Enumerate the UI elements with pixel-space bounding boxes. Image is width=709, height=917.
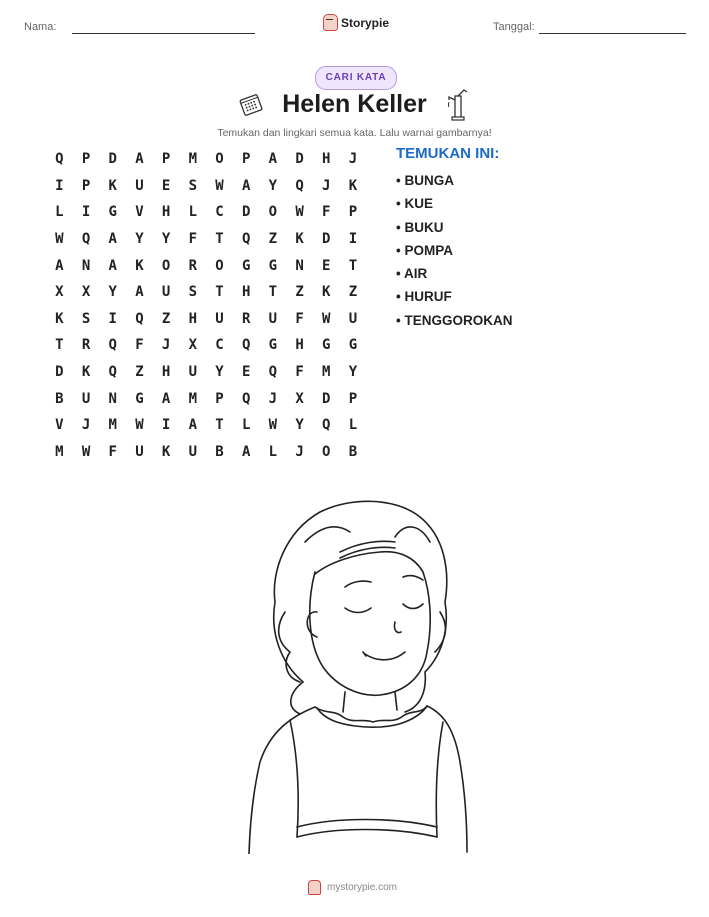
grid-letter[interactable]: C — [215, 337, 224, 354]
grid-letter[interactable]: K — [295, 231, 304, 248]
grid-letter[interactable]: D — [241, 204, 251, 221]
grid-row — [46, 252, 366, 279]
grid-letter[interactable]: Q — [55, 151, 64, 168]
grid-letter[interactable]: U — [188, 443, 197, 460]
grid-row — [46, 146, 366, 173]
grid-letter[interactable]: Q — [241, 231, 251, 248]
grid-letter[interactable]: P — [215, 390, 224, 407]
grid-letter[interactable]: K — [322, 284, 331, 301]
grid-letter[interactable]: J — [322, 177, 331, 194]
grid-letter[interactable]: M — [108, 417, 117, 434]
grid-letter[interactable]: P — [348, 204, 358, 221]
grid-letter[interactable]: O — [215, 151, 224, 168]
grid-letter[interactable]: V — [135, 204, 144, 221]
grid-letter[interactable]: L — [55, 204, 64, 221]
grid-letter[interactable]: G — [322, 337, 331, 354]
helen-keller-illustration — [245, 492, 470, 854]
word-list-item: • BUKU — [396, 219, 444, 235]
grid-letter[interactable]: Q — [241, 337, 251, 354]
grid-letter[interactable]: K — [135, 257, 144, 274]
grid-row — [46, 306, 366, 333]
grid-letter[interactable]: H — [161, 364, 171, 381]
grid-letter[interactable]: Y — [295, 417, 304, 434]
grid-letter[interactable]: H — [188, 310, 197, 327]
grid-letter[interactable]: Q — [135, 310, 144, 327]
grid-letter[interactable]: D — [322, 390, 331, 407]
grid-row — [46, 226, 366, 253]
grid-letter[interactable]: F — [295, 310, 304, 327]
grid-letter[interactable]: A — [135, 284, 144, 301]
word-list-item: • TENGGOROKAN — [396, 312, 513, 328]
grid-letter[interactable]: G — [108, 204, 117, 221]
grid-letter[interactable]: L — [268, 443, 278, 460]
word-search-grid — [46, 146, 366, 465]
word-list-item: • AIR — [396, 266, 428, 282]
grid-letter[interactable]: L — [241, 417, 251, 434]
grid-letter[interactable]: U — [161, 284, 171, 301]
grid-letter[interactable]: A — [268, 151, 278, 168]
grid-letter[interactable]: R — [188, 257, 197, 274]
grid-letter[interactable]: A — [161, 390, 171, 407]
grid-letter[interactable]: T — [55, 337, 64, 354]
grid-letter[interactable]: A — [108, 257, 117, 274]
storypie-footer-icon — [308, 880, 321, 895]
grid-letter[interactable]: J — [161, 337, 171, 354]
grid-letter[interactable]: W — [55, 231, 64, 248]
grid-letter[interactable]: G — [268, 257, 278, 274]
grid-letter[interactable]: Q — [322, 417, 331, 434]
grid-letter[interactable]: M — [188, 151, 197, 168]
grid-letter[interactable]: K — [81, 364, 91, 381]
grid-letter[interactable]: Y — [268, 177, 278, 194]
grid-letter[interactable]: D — [322, 231, 331, 248]
grid-letter[interactable]: G — [348, 337, 358, 354]
grid-letter[interactable]: K — [55, 310, 64, 327]
grid-letter[interactable]: Z — [295, 284, 304, 301]
word-list-item: • HURUF — [396, 289, 452, 305]
grid-letter[interactable]: F — [135, 337, 144, 354]
grid-letter[interactable]: I — [55, 177, 64, 194]
word-list — [396, 169, 512, 332]
grid-letter[interactable]: A — [108, 231, 117, 248]
header-bar — [0, 15, 709, 38]
brand-name: Storypie — [341, 15, 390, 30]
grid-letter[interactable]: T — [268, 284, 278, 301]
grid-letter[interactable]: F — [295, 364, 304, 381]
grid-row — [46, 359, 366, 386]
grid-letter[interactable]: U — [268, 310, 278, 327]
grid-letter[interactable]: C — [215, 204, 224, 221]
grid-letter[interactable]: U — [135, 177, 144, 194]
grid-letter[interactable]: Q — [295, 177, 304, 194]
grid-letter[interactable]: J — [268, 390, 278, 407]
activity-badge: CARI KATA — [315, 66, 397, 90]
grid-letter[interactable]: D — [108, 151, 117, 168]
grid-letter[interactable]: K — [161, 443, 171, 460]
grid-letter[interactable]: H — [322, 151, 331, 168]
grid-letter[interactable]: P — [348, 390, 358, 407]
grid-letter[interactable]: Y — [348, 364, 358, 381]
word-list-item: • POMPA — [396, 242, 453, 258]
grid-row — [46, 279, 366, 306]
grid-letter[interactable]: M — [55, 443, 64, 460]
grid-letter[interactable]: K — [108, 177, 117, 194]
grid-letter[interactable]: F — [322, 204, 331, 221]
word-list-item: • KUE — [396, 196, 433, 212]
grid-row — [46, 439, 366, 466]
grid-letter[interactable]: M — [188, 390, 197, 407]
grid-letter[interactable]: R — [241, 310, 251, 327]
grid-letter[interactable]: A — [188, 417, 197, 434]
grid-letter[interactable]: H — [295, 337, 304, 354]
grid-letter[interactable]: W — [135, 417, 144, 434]
grid-letter[interactable]: Q — [81, 231, 91, 248]
grid-letter[interactable]: Y — [215, 364, 224, 381]
grid-letter[interactable]: S — [81, 310, 91, 327]
date-line — [539, 33, 686, 34]
grid-letter[interactable]: A — [241, 177, 251, 194]
grid-letter[interactable]: Z — [161, 310, 171, 327]
date-label: Tanggal: — [493, 21, 535, 33]
name-line — [72, 33, 255, 34]
grid-letter[interactable]: W — [268, 417, 278, 434]
grid-letter[interactable]: X — [295, 390, 304, 407]
grid-letter[interactable]: I — [81, 204, 91, 221]
grid-letter[interactable]: W — [215, 177, 224, 194]
grid-letter[interactable]: W — [81, 443, 91, 460]
storypie-logo-icon — [323, 14, 338, 31]
footer-url[interactable]: mystorypie.com — [327, 882, 398, 893]
grid-letter[interactable]: L — [348, 417, 358, 434]
grid-letter[interactable]: J — [295, 443, 304, 460]
instructions: Temukan dan lingkari semua kata. Lalu warnai gambarnya! — [217, 127, 492, 139]
grid-letter[interactable]: P — [81, 177, 91, 194]
grid-letter[interactable]: Y — [108, 284, 117, 301]
grid-letter[interactable]: A — [135, 151, 144, 168]
grid-letter[interactable]: O — [161, 257, 171, 274]
grid-letter[interactable]: D — [295, 151, 304, 168]
grid-letter[interactable]: Z — [135, 364, 144, 381]
find-list-title: TEMUKAN INI: — [396, 145, 500, 162]
grid-row — [46, 199, 366, 226]
grid-letter[interactable]: J — [81, 417, 91, 434]
grid-letter[interactable]: F — [108, 443, 117, 460]
grid-letter[interactable]: O — [322, 443, 331, 460]
water-pump-icon — [446, 88, 472, 122]
grid-letter[interactable]: R — [81, 337, 91, 354]
footer — [308, 880, 397, 895]
grid-letter[interactable]: I — [108, 310, 117, 327]
grid-row — [46, 385, 366, 412]
grid-letter[interactable]: N — [108, 390, 117, 407]
grid-letter[interactable]: S — [188, 284, 197, 301]
grid-letter[interactable]: A — [55, 257, 64, 274]
grid-letter[interactable]: Z — [268, 231, 278, 248]
grid-letter[interactable]: E — [322, 257, 331, 274]
page-title: Helen Keller — [282, 90, 427, 118]
grid-letter[interactable]: O — [268, 204, 278, 221]
grid-letter[interactable]: G — [135, 390, 144, 407]
grid-letter[interactable]: V — [55, 417, 64, 434]
grid-letter[interactable]: X — [81, 284, 91, 301]
name-label: Nama: — [24, 21, 57, 33]
grid-letter[interactable]: Q — [241, 390, 251, 407]
grid-letter[interactable]: B — [348, 443, 358, 460]
grid-letter[interactable]: S — [188, 177, 197, 194]
grid-letter[interactable]: A — [241, 443, 251, 460]
brand-logo — [323, 14, 389, 31]
grid-letter[interactable]: X — [55, 284, 64, 301]
word-list-item: • BUNGA — [396, 173, 454, 188]
grid-letter[interactable]: H — [161, 204, 171, 221]
grid-letter[interactable]: I — [348, 231, 358, 248]
grid-letter[interactable]: L — [188, 204, 197, 221]
grid-letter[interactable]: D — [55, 364, 64, 381]
grid-letter[interactable]: N — [295, 257, 304, 274]
grid-letter[interactable]: K — [348, 177, 358, 194]
grid-letter[interactable]: Y — [135, 231, 144, 248]
grid-letter[interactable]: E — [241, 364, 251, 381]
grid-row — [46, 173, 366, 200]
grid-letter[interactable]: U — [215, 310, 224, 327]
grid-letter[interactable]: W — [295, 204, 304, 221]
grid-letter[interactable]: T — [348, 257, 358, 274]
grid-letter[interactable]: U — [188, 364, 197, 381]
grid-letter[interactable]: T — [215, 417, 224, 434]
grid-letter[interactable]: M — [322, 364, 331, 381]
grid-letter[interactable]: G — [268, 337, 278, 354]
grid-letter[interactable]: B — [55, 390, 64, 407]
grid-letter[interactable]: X — [188, 337, 197, 354]
grid-row — [46, 412, 366, 439]
grid-letter[interactable]: E — [161, 177, 171, 194]
grid-letter[interactable]: U — [135, 443, 144, 460]
grid-letter[interactable]: U — [348, 310, 358, 327]
grid-letter[interactable]: Z — [348, 284, 358, 301]
grid-letter[interactable]: U — [81, 390, 91, 407]
grid-letter[interactable]: P — [161, 151, 171, 168]
grid-letter[interactable]: B — [215, 443, 224, 460]
grid-letter[interactable]: T — [215, 231, 224, 248]
grid-letter[interactable]: I — [161, 417, 171, 434]
grid-letter[interactable]: H — [241, 284, 251, 301]
grid-letter[interactable]: O — [215, 257, 224, 274]
grid-letter[interactable]: Q — [108, 364, 117, 381]
grid-letter[interactable]: Q — [268, 364, 278, 381]
grid-letter[interactable]: T — [215, 284, 224, 301]
grid-letter[interactable]: J — [348, 151, 358, 168]
grid-letter[interactable]: Y — [161, 231, 171, 248]
grid-letter[interactable]: W — [322, 310, 331, 327]
grid-letter[interactable]: F — [188, 231, 197, 248]
grid-letter[interactable]: G — [241, 257, 251, 274]
grid-letter[interactable]: P — [81, 151, 91, 168]
grid-letter[interactable]: P — [241, 151, 251, 168]
grid-row — [46, 332, 366, 359]
grid-letter[interactable]: Q — [108, 337, 117, 354]
grid-letter[interactable]: N — [81, 257, 91, 274]
